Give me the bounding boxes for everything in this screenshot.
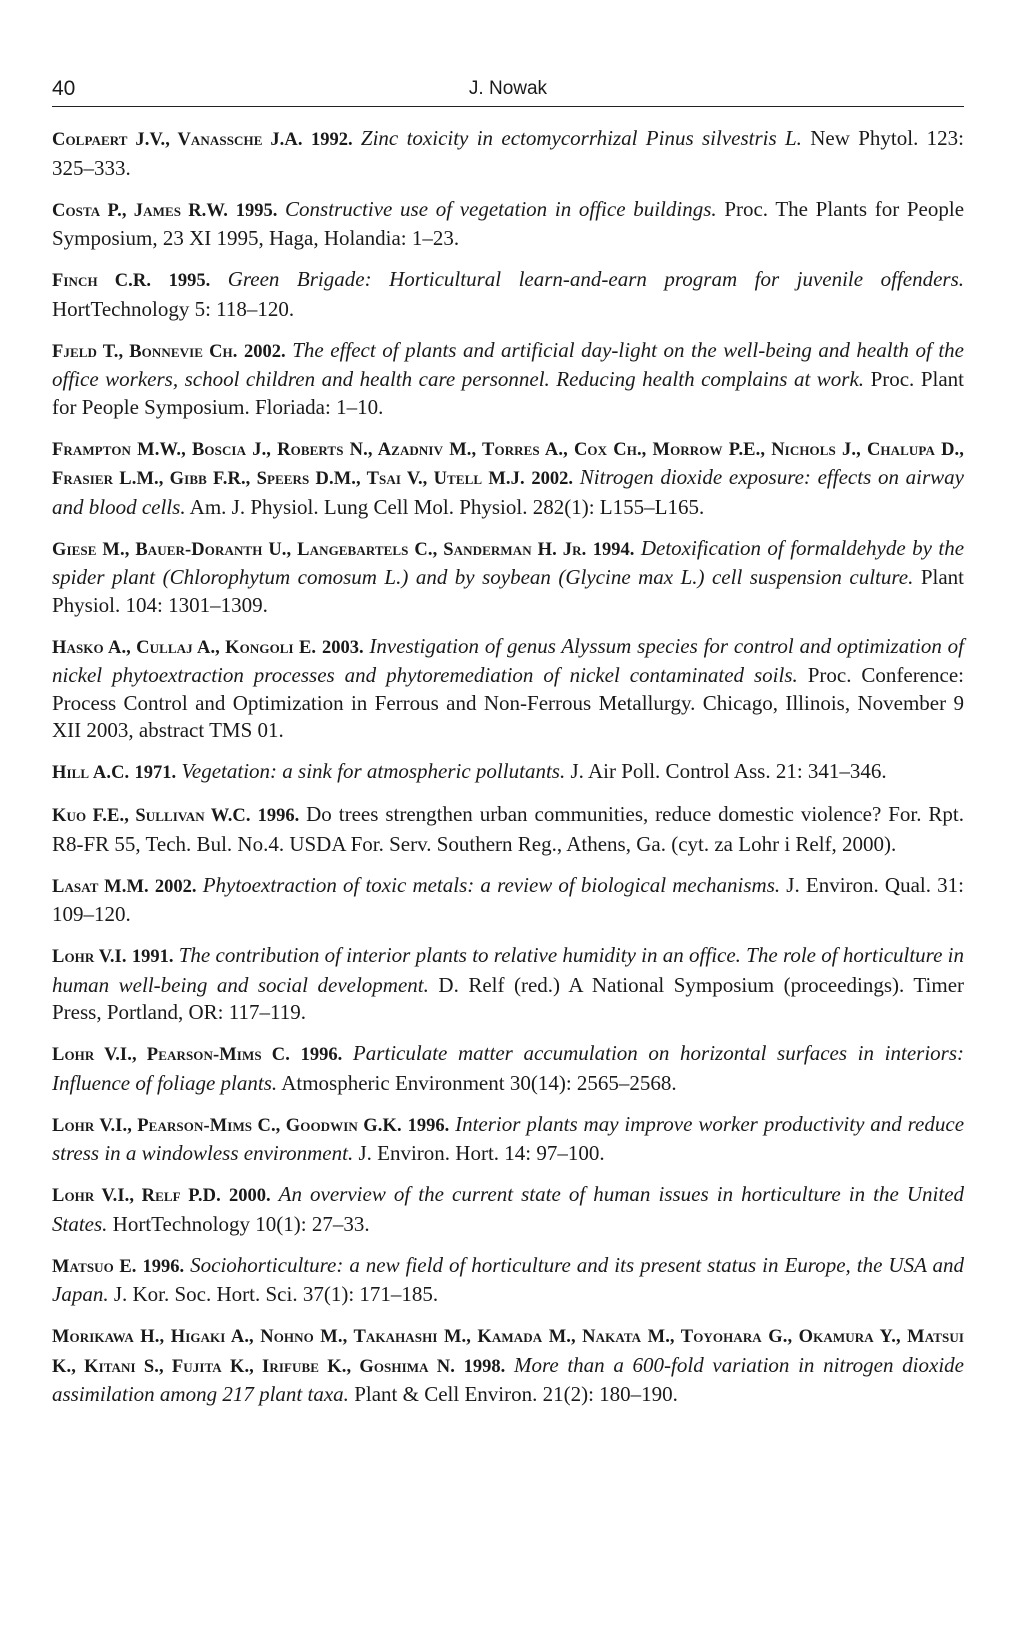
reference-entry [52,1322,964,1409]
reference-source: J. Environ. Hort. 14: 97–100. [358,1141,605,1165]
reference-year: 1996. [257,806,300,826]
reference-source: J. Environ. Qual. 31: 109–120. [52,872,964,926]
reference-year: 1992. [310,130,353,150]
reference-entry [52,758,964,788]
reference-authors: Kuo F.E., Sullivan W.C. [52,806,251,826]
reference-entry [52,125,964,182]
reference-year: 1996. [300,1045,343,1065]
reference-year: 1994. [592,539,635,560]
reference-source: Am. J. Physiol. Lung Cell Mol. Physiol. 282(1): L155–L165. [189,494,705,519]
reference-title: Sociohorticulture: a new field of horticulture and its present status in Europe, the USA and Japan. [52,1252,965,1306]
reference-source: J. Air Poll. Control Ass. 21: 341–346. [570,759,887,783]
reference-authors: Costa P., James R.W. [52,200,229,221]
reference-source: Atmospheric Environment 30(14): 2565–2568. [281,1070,677,1095]
reference-year: 1996. [142,1256,185,1277]
page-number: 40 [52,77,76,100]
reference-title: Particulate matter accumulation on horizontal surfaces in interiors: Influence of foliage plants. [52,1041,964,1095]
reference-year: 2002. [531,469,574,489]
reference-authors: Finch C.R. [52,271,152,291]
reference-year: 1995. [168,271,211,291]
reference-authors: Frampton M.W., Boscia J., Roberts N., Azadniv M., Torres A., Cox Ch., Morrow P.E., Nichols J., Chalupa D., Frasier L.M., Gibb F.R., Speers D.M., Tsai V., Utell M.J. [52,439,964,489]
reference-entry [52,633,964,745]
running-header [52,76,964,107]
running-title: J. Nowak [468,78,548,99]
reference-source: New Phytol. 123: 325–333. [52,126,965,180]
reference-title: Constructive use of vegetation in office buildings. [285,196,717,221]
reference-title: More than a 600-fold variation in nitrogen dioxide assimilation among 217 plant taxa. [52,1352,964,1406]
reference-entry [52,1181,964,1238]
reference-source: Proc. The Plants for People Symposium, 23 XI 1995, Haga, Holandia: 1–23. [52,196,965,250]
reference-source: HortTechnology 5: 118–120. [52,296,295,321]
reference-entry [52,1040,964,1097]
reference-entry [52,266,964,323]
reference-entry [52,801,964,858]
reference-title: Detoxification of formaldehyde by the spider plant (Chlorophytum comosum L.) and by soybean (Glycine max L.) cell suspension culture. [52,535,965,589]
reference-source: J. Kor. Soc. Hort. Sci. 37(1): 171–185. [113,1282,439,1306]
reference-source: Plant & Cell Environ. 21(2): 180–190. [354,1382,678,1406]
page [52,76,964,1422]
reference-entry [52,535,964,620]
reference-entry [52,435,964,522]
reference-title: Investigation of genus Alyssum species for control and optimization of nickel phytoextraction processes and phytoremediation of nickel contaminated soils. [52,633,965,687]
reference-entry [52,1252,964,1309]
reference-authors: Morikawa H., Higaki A., Nohno M., Takahashi M., Kamada M., Nakata M., Toyohara G., Okamura Y., Matsui K., Kitani S., Fujita K., Irifube K., Goshima N. [52,1327,964,1377]
reference-year: 2002. [154,876,197,897]
reference-list [52,125,964,1409]
reference-authors: Hill A.C. [52,763,130,783]
reference-authors: Lohr V.I. [52,947,127,967]
reference-entry [52,1111,964,1168]
reference-authors: Lohr V.I., Relf P.D. [52,1186,221,1206]
reference-authors: Hasko A., Cullaj A., Kongoli E. [52,637,317,658]
reference-authors: Fjeld T., Bonnevie Ch. [52,341,238,362]
reference-entry [52,337,964,422]
reference-year: 2003. [321,637,364,658]
reference-source: Proc. Conference: Process Control and Optimization in Ferrous and Non-Ferrous Metallurgy. Chicago, Illinois, November 9 XII 2003, abstract TMS 01. [52,663,965,742]
reference-title: An overview of the current state of human issues in horticulture in the United States. [52,1182,965,1236]
reference-source: Plant Physiol. 104: 1301–1309. [52,565,965,617]
reference-source: HortTechnology 10(1): 27–33. [112,1211,370,1236]
reference-title: Phytoextraction of toxic metals: a review of biological mechanisms. [202,872,781,897]
reference-year: 1991. [131,947,174,967]
reference-year: 1995. [235,200,278,221]
reference-entry [52,196,964,253]
reference-authors: Giese M., Bauer-Doranth U., Langebartels C., Sanderman H. Jr. [52,539,587,560]
reference-source: D. Relf (red.) A National Symposium (proceedings). Timer Press, Portland, OR: 117–119. [52,972,965,1024]
reference-source: Proc. Plant for People Symposium. Floriada: 1–10. [52,367,964,419]
reference-authors: Matsuo E. [52,1256,137,1277]
reference-year: 2002. [244,341,286,362]
reference-entry [52,942,964,1027]
reference-year: 1996. [407,1115,450,1136]
reference-year: 2000. [228,1186,271,1206]
reference-title: Green Brigade: Horticultural learn-and-earn program for juvenile offenders. [227,267,964,291]
reference-authors: Lohr V.I., Pearson-Mims C. [52,1045,290,1065]
reference-title: The effect of plants and artificial day-light on the well-being and health of the office workers, school children and health care personnel. Reducing health complains at work. [52,337,964,391]
reference-title: Nitrogen dioxide exposure: effects on airway and blood cells. [52,465,965,519]
reference-authors: Lasat M.M. [52,876,149,897]
reference-title: Interior plants may improve worker productivity and reduce stress in a windowless environment. [52,1111,965,1165]
reference-year: 1998. [463,1356,506,1377]
reference-entry [52,872,964,929]
reference-title: Zinc toxicity in ectomycorrhizal Pinus silvestris L. [360,126,802,150]
reference-year: 1971. [134,763,177,783]
reference-source: Do trees strengthen urban communities, reduce domestic violence? For. Rpt. R8-FR 55, Tech. Bul. No.4. USDA For. Serv. Southern Reg., Athens, Ga. (cyt. za Lohr i Relf, 2000). [52,802,965,856]
reference-title: The contribution of interior plants to relative humidity in an office. The role of horticulture in human well-being and social development. [52,943,964,997]
reference-authors: Lohr V.I., Pearson-Mims C., Goodwin G.K. [52,1115,402,1136]
reference-title: Vegetation: a sink for atmospheric pollutants. [181,759,566,783]
reference-authors: Colpaert J.V., Vanassche J.A. [52,130,303,150]
